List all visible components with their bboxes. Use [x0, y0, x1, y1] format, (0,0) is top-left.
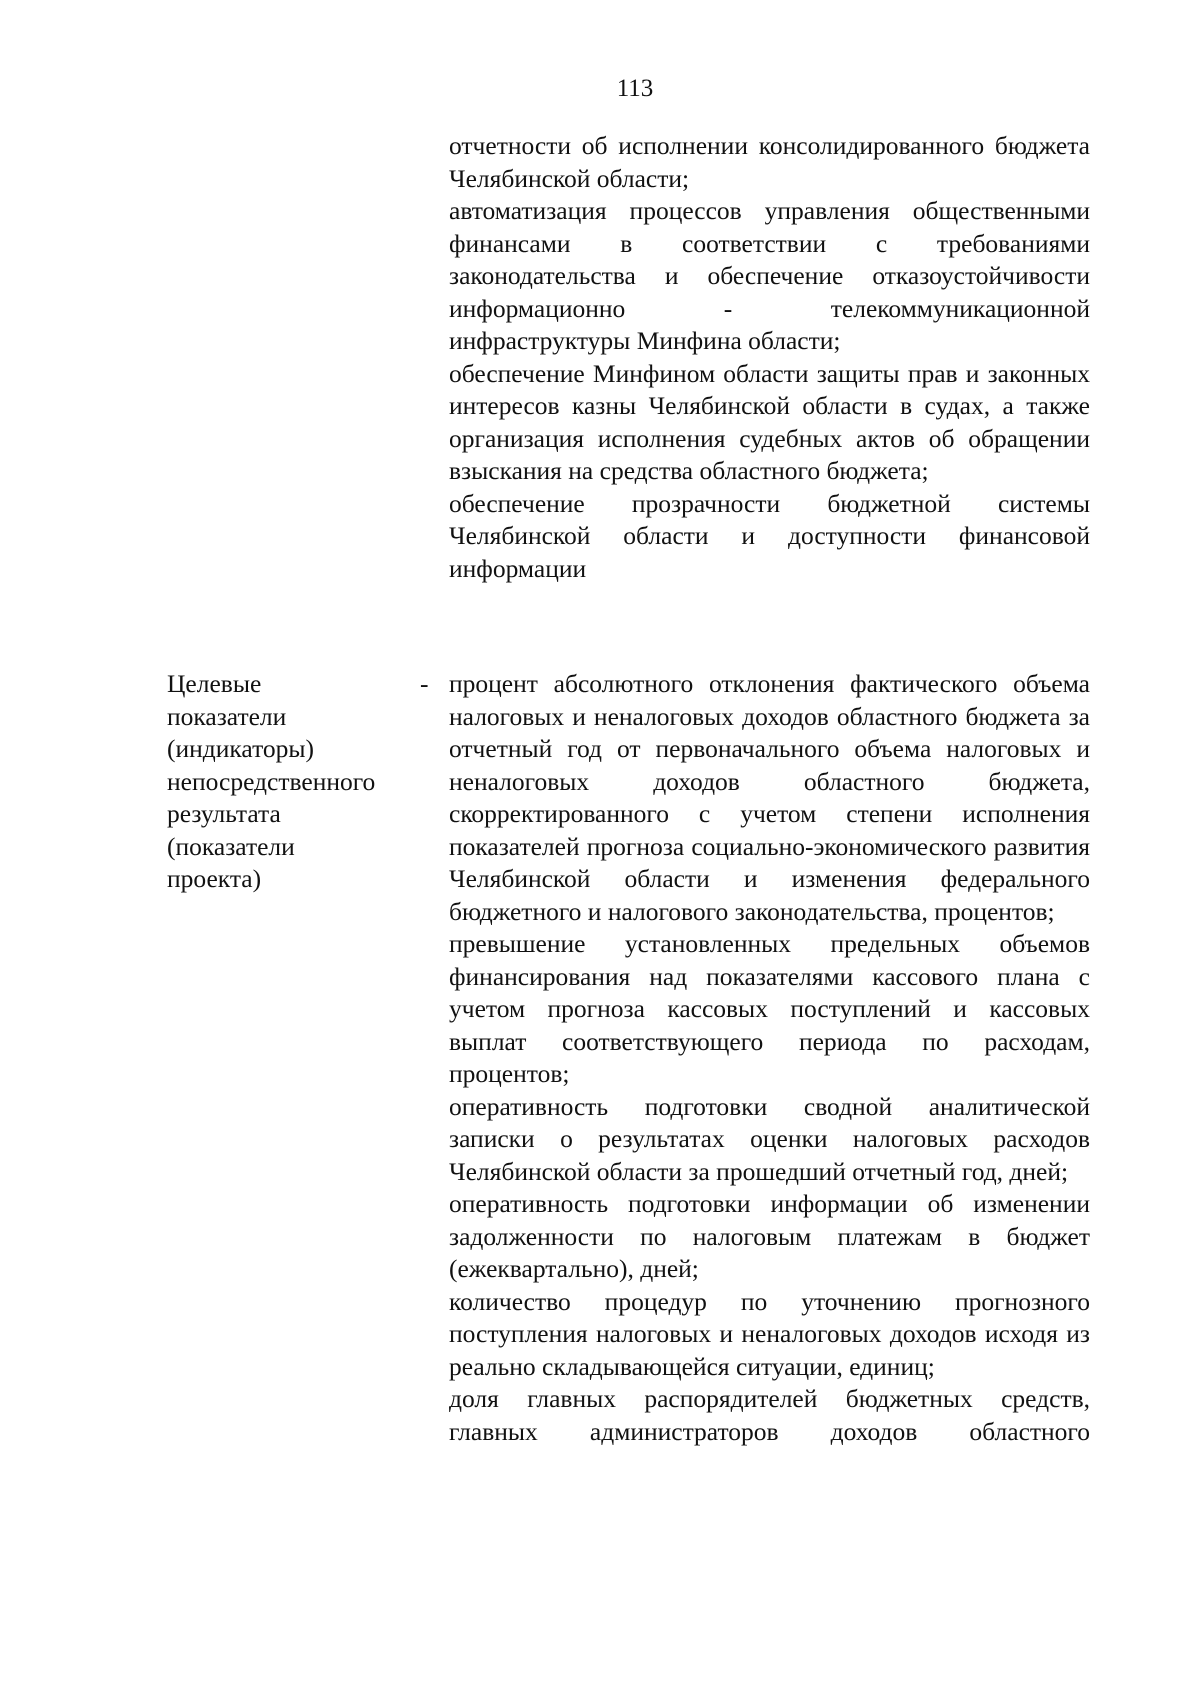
page-number: 113 [616, 75, 654, 102]
indicators-label [167, 668, 407, 896]
paragraph: автоматизация процессов управления общественными финансами в соответствии с требованиями законодательства и обеспечение отказоустойчивости информационно - телекоммуникационной инфраструктуры Минфина области; [449, 196, 1090, 355]
separator-dash: - [420, 669, 429, 698]
top-section-text [449, 130, 1090, 585]
paragraph: превышение установленных предельных объемов финансирования над показателями кассового плана с учетом прогноза кассовых поступлений и кассовых выплат соответствующего периода по расходам, процентов; [449, 929, 1090, 1088]
paragraph: доля главных распорядителей бюджетных средств, главных администраторов доходов областного [449, 1384, 1090, 1446]
label-line: непосредственного [167, 766, 376, 796]
label-line: Целевые [167, 669, 262, 698]
label-line: проекта) [167, 864, 262, 893]
label-line: результата [167, 799, 281, 828]
paragraph: оперативность подготовки информации об изменении задолженности по налоговым платежам в бюджет (ежеквартально), дней; [449, 1189, 1090, 1283]
paragraph: обеспечение Минфином области защиты прав и законных интересов казны Челябинской области в судах, а также организация исполнения судебных актов об обращении взыскания на средства областного бюджета; [449, 358, 1090, 485]
label-line: (индикаторы) [167, 734, 314, 763]
label-line: (показатели [167, 831, 295, 861]
indicators-text [449, 668, 1090, 1448]
paragraph: количество процедур по уточнению прогнозного поступления налоговых и неналоговых доходов исходя из реально складывающейся ситуации, единиц; [449, 1286, 1090, 1381]
paragraph: процент абсолютного отклонения фактического объема налоговых и неналоговых доходов областного бюджета за отчетный год от первоначального объема налоговых и неналоговых доходов областного бюджета, скорректированного с учетом степени исполнения показателей прогноза социально-экономического развития Челябинской области и изменения федерального бюджетного и налогового законодательства, процентов; [449, 669, 1090, 926]
label-line: показатели [167, 701, 287, 731]
paragraph: оперативность подготовки сводной аналитической записки о результатах оценки налоговых расходов Челябинской области за прошедший отчетный год, дней; [449, 1091, 1090, 1186]
paragraph: обеспечение прозрачности бюджетной системы Челябинской области и доступности финансовой информации [449, 488, 1090, 583]
paragraph: отчетности об исполнении консолидированного бюджета Челябинской области; [449, 131, 1090, 193]
